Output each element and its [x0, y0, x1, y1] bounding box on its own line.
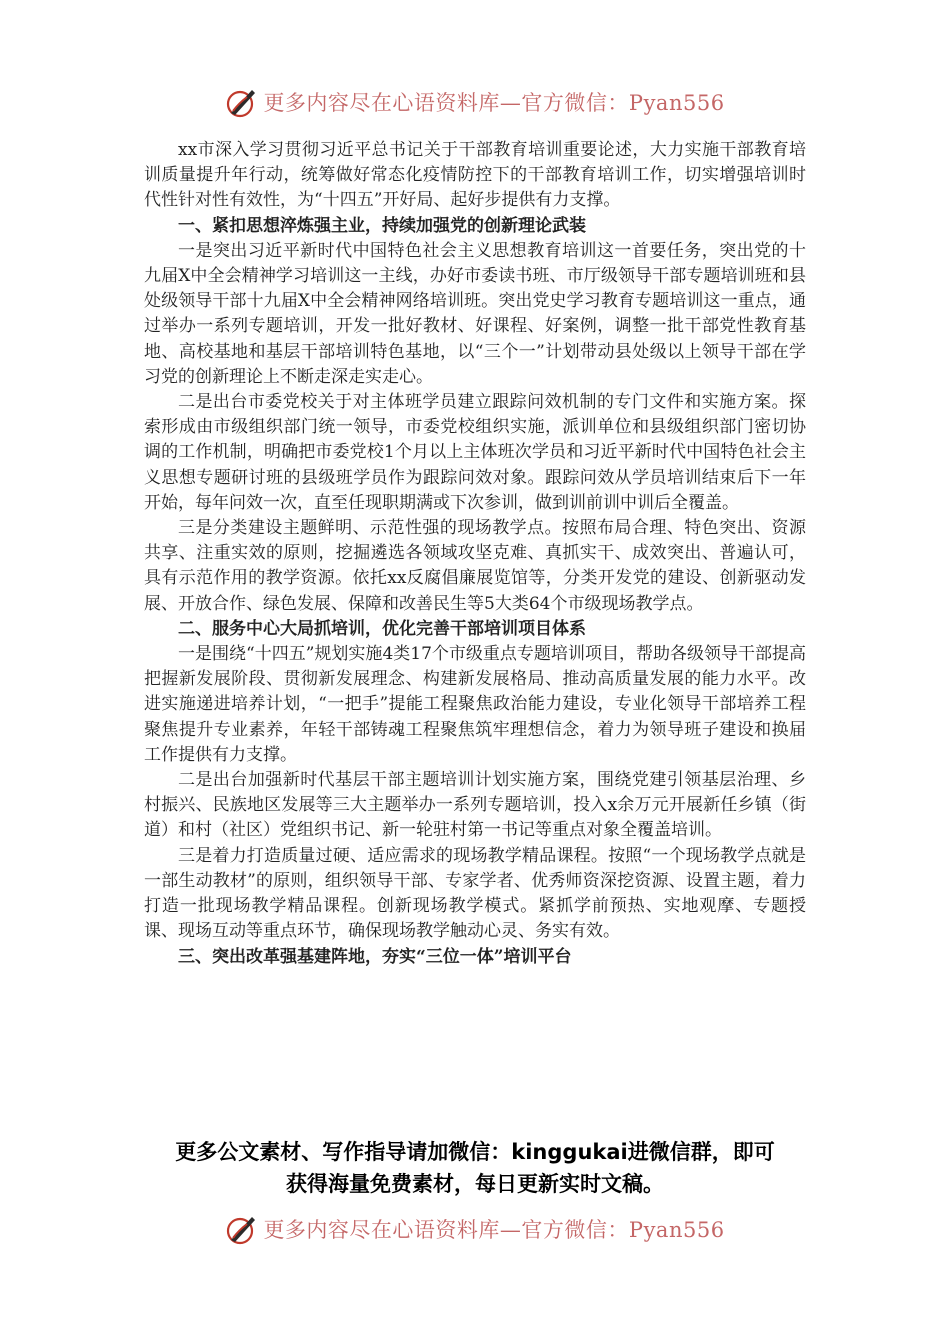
header-banner-text: 更多内容尽在心语资料库—官方微信：Pyan556: [263, 91, 725, 115]
section-2-paragraph-3: 三是着力打造质量过硬、适应需求的现场教学精品课程。按照“一个现场教学点就是一部生动教材”的原则，组织领导干部、专家学者、优秀师资深挖资源、设置主题，着力打造一批现场教学精品课程。创新现场教学模式。紧抓学前预热、实地观摩、专题授课、现场互动等重点环节，确保现场教学触动心灵、务实有效。: [144, 845, 806, 942]
footer-banner-text: 更多内容尽在心语资料库—官方微信：Pyan556: [263, 1218, 725, 1242]
section-1-paragraph-1: 一是突出习近平新时代中国特色社会主义思想教育培训这一首要任务，突出党的十九届X中全会精神学习培训这一主线，办好市委读书班、市厅级领导干部专题培训班和县处级领导干部十九届X中全会精神网络培训班。突出党史学习教育专题培训这一重点，通过举办一系列专题培训，开发一批好教材、好课程、好案例，调整一批干部党性教育基地、高校基地和基层干部培训特色基地，以“三个一”计划带动县处级以上领导干部在学习党的创新理论上不断走深走实走心。: [144, 240, 806, 387]
header-banner: [0, 82, 950, 122]
section-2-paragraph-1: 一是围绕“十四五”规划实施4类17个市级重点专题培训项目，帮助各级领导干部提高把握新发展阶段、贯彻新发展理念、构建新发展格局、推动高质量发展的能力水平。改进实施递进培养计划，“一把手”提能工程聚焦政治能力建设，专业化领导干部培养工程聚焦提升专业素养，年轻干部铸魂工程聚焦筑牢理想信念，着力为领导班子建设和换届工作提供有力支撑。: [144, 644, 806, 765]
footer-banner: [0, 1209, 950, 1249]
section-3-heading: 三、突出改革强基建阵地，夯实“三位一体”培训平台: [178, 946, 572, 967]
quill-pen-logo-icon: [225, 1212, 259, 1246]
document-body: [144, 138, 806, 970]
intro-paragraph: xx市深入学习贯彻习近平总书记关于干部教育培训重要论述，大力实施干部教育培训质量提升年行动，统筹做好常态化疫情防控下的干部教育培训工作，切实增强培训时代性针对性有效性，为“十四五”开好局、起好步提供有力支撑。: [144, 140, 806, 211]
promo-notice: [130, 1136, 820, 1200]
section-1-paragraph-2: 二是出台市委党校关于对主体班学员建立跟踪问效机制的专门文件和实施方案。探索形成由市级组织部门统一领导，市委党校组织实施，派训单位和县级组织部门密切协调的工作机制，明确把市委党校1个月以上主体班次学员和习近平新时代中国特色社会主义思想专题研讨班的县级班学员作为跟踪问效对象。跟踪问效从学员培训结束后下一年开始，每年问效一次，直至任现职期满或下次参训，做到训前训中训后全覆盖。: [144, 392, 806, 513]
quill-pen-logo-icon: [225, 85, 259, 119]
promo-line-1: 更多公文素材、写作指导请加微信：kinggukai进微信群，即可: [175, 1140, 775, 1164]
section-1-heading: 一、紧扣思想淬炼强主业，持续加强党的创新理论武装: [178, 215, 586, 236]
section-1-paragraph-3: 三是分类建设主题鲜明、示范性强的现场教学点。按照布局合理、特色突出、资源共享、注重实效的原则，挖掘遴选各领域攻坚克难、真抓实干、成效突出、普遍认可，具有示范作用的教学资源。依托xx反腐倡廉展览馆等，分类开发党的建设、创新驱动发展、开放合作、绿色发展、保障和改善民生等5大类64个市级现场教学点。: [144, 518, 806, 614]
section-2-paragraph-2: 二是出台加强新时代基层干部主题培训计划实施方案，围绕党建引领基层治理、乡村振兴、民族地区发展等三大主题举办一系列专题培训，投入x余万元开展新任乡镇（街道）和村（社区）党组织书记、新一轮驻村第一书记等重点对象全覆盖培训。: [144, 770, 806, 841]
promo-line-2: 获得海量免费素材，每日更新实时文稿。: [286, 1172, 664, 1196]
section-2-heading: 二、服务中心大局抓培训，优化完善干部培训项目体系: [178, 618, 586, 639]
